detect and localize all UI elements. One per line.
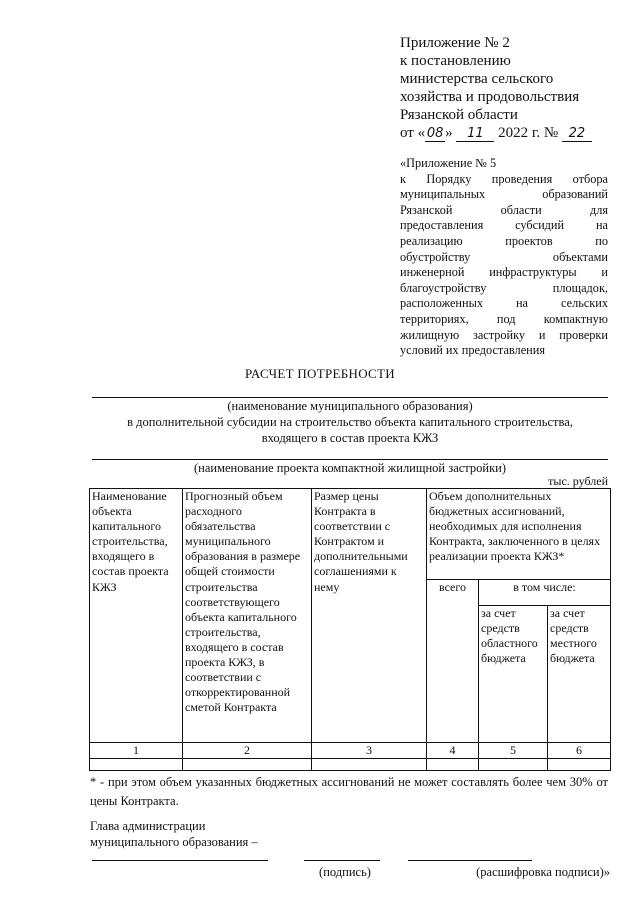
appendix5-line: расположенных на сельских [400, 296, 608, 311]
header-object-name: Наименование объекта капитального строительства, входящего в состав проекта КЖЗ [90, 489, 183, 743]
table-row [90, 759, 611, 771]
column-number: 5 [479, 743, 548, 759]
appendix5-line: реализацию проектов по [400, 233, 608, 248]
header-contract-price: Размер цены Контракта в соответствии с Контрактом и дополнительными соглашениями к нему [312, 489, 427, 743]
position-underline [92, 860, 268, 861]
signatory-position-line-1: Глава администрации [90, 819, 206, 833]
signature-underline [304, 860, 380, 861]
units-label: тыс. рублей [548, 474, 608, 488]
table-cell [183, 759, 312, 771]
header-local-budget: за счет средств местного бюджета [548, 606, 611, 743]
appendix5-line: муниципальных образований [400, 187, 608, 202]
header-line: Рязанской области [400, 107, 518, 123]
appendix5-line: Рязанской области для [400, 202, 608, 217]
table-cell [312, 759, 427, 771]
page-title: РАСЧЕТ ПОТРЕБНОСТИ [245, 366, 395, 381]
appendix5-line: обустройству объектами [400, 249, 608, 264]
purpose-line-1: в дополнительной субсидии на строительство объекта капитального строительства, [127, 415, 573, 429]
project-caption: (наименование проекта компактной жилищной застройки) [193, 461, 507, 475]
header-additional-allocations: Объем дополнительных бюджетных ассигнований, необходимых для исполнения Контракта, заключенного в целях реализации проекта КЖЗ* [427, 489, 611, 580]
header-including: в том числе: [479, 580, 611, 606]
table-cell [90, 759, 183, 771]
header-line: министерства сельского [400, 71, 554, 87]
table-header-row [90, 489, 611, 580]
header-line: к постановлению [400, 53, 511, 69]
signature-caption: (подпись) [319, 865, 371, 879]
appendix2-header [400, 34, 620, 142]
calculation-table [89, 488, 611, 771]
appendix5-block [400, 156, 608, 359]
appendix5-line: к Порядку проведения отбора [400, 171, 608, 186]
appendix5-line: территориях, под компактную [400, 311, 608, 326]
decode-underline [408, 860, 532, 861]
table-cell [427, 759, 479, 771]
header-total: всего [427, 580, 479, 743]
column-number: 1 [90, 743, 183, 759]
appendix5-line: инженерной инфраструктуры и [400, 265, 608, 280]
date-day: 08 [426, 126, 444, 141]
column-number: 4 [427, 743, 479, 759]
column-number: 6 [548, 743, 611, 759]
footnote: * - при этом объем указанных бюджетных ассигнований не может составлять более чем 30% от цены Контракта. [90, 775, 608, 808]
municipality-caption: (наименование муниципального образования) [227, 399, 473, 413]
date-month: 11 [456, 126, 494, 142]
header-date-line: от « 08 » 11 2022 г. № 22 [400, 124, 620, 142]
appendix5-line: «Приложение № 5 [400, 156, 497, 170]
appendix5-line: благоустройству площадок, [400, 280, 608, 295]
appendix5-line: условий их предоставления [400, 343, 545, 358]
purpose-line-2: входящего в состав проекта КЖЗ [261, 431, 439, 445]
header-regional-budget: за счет средств областного бюджета [479, 606, 548, 743]
signatory-position-line-2: муниципального образования – [90, 835, 258, 849]
header-line: Приложение № 2 [400, 35, 510, 51]
column-number: 3 [312, 743, 427, 759]
table-number-row [90, 743, 611, 759]
header-forecast-volume: Прогнозный объем расходного обязательства муниципального образования в размере общей стоимости строительства соответствующего объекта капитального строительства, входящего в состав проекта КЖЗ, в соответствии с откорректированной сметой Контракта [183, 489, 312, 743]
date-number: 22 [562, 126, 592, 142]
appendix5-line: предоставления субсидий на [400, 218, 608, 233]
table-cell [479, 759, 548, 771]
table-cell [548, 759, 611, 771]
decode-caption: (расшифровка подписи)» [476, 865, 610, 879]
header-line: хозяйства и продовольствия [400, 89, 580, 105]
column-number: 2 [183, 743, 312, 759]
appendix5-line: жилищную застройку и проверки [400, 327, 608, 342]
